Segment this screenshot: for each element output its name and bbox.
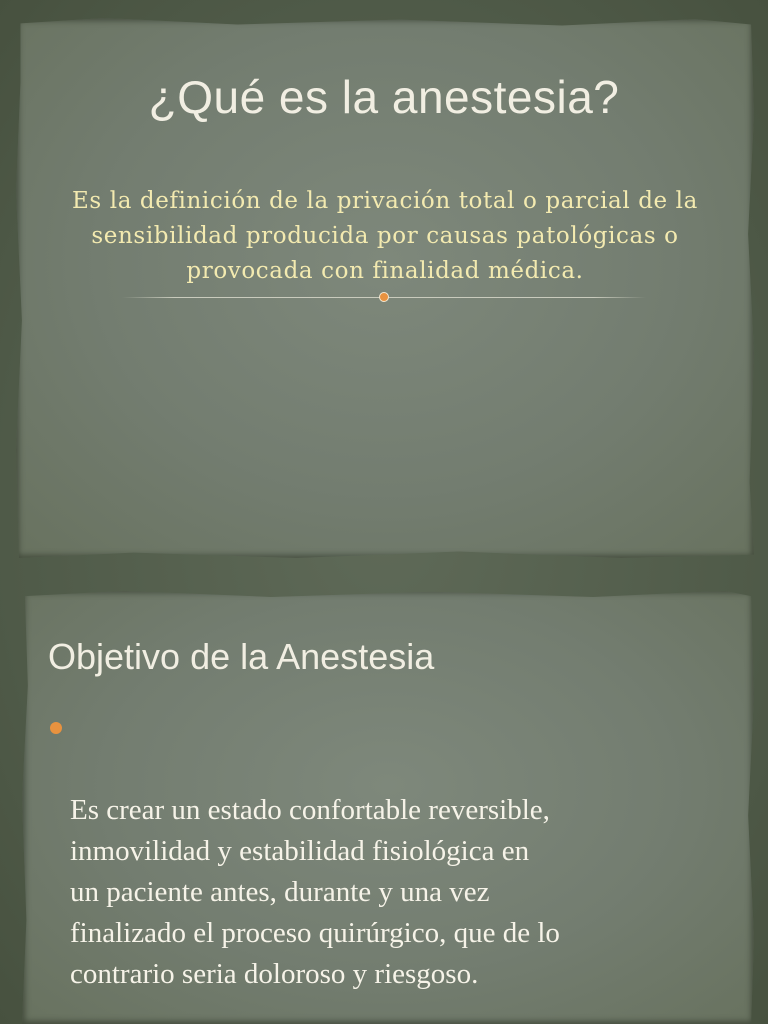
bullet-text: Es crear un estado confortable reversible, inmovilidad y estabilidad fisiológica en un paciente antes, durante y una vez finalizado el proceso quirúrgico, que de lo contrario seria doloroso y riesgoso. xyxy=(70,794,560,990)
slide-2-heading: Objetivo de la Anestesia xyxy=(48,636,435,677)
bullet-item xyxy=(48,708,728,995)
divider-ornament-dot xyxy=(379,292,389,302)
bullet-dot-icon xyxy=(50,722,62,734)
slide-1-subtitle: Es la definición de la privación total o parcial de la sensibilidad producida por causas patológicas o provocada con finalidad médica. xyxy=(72,188,698,284)
slide-1-title: ¿Qué es la anestesia? xyxy=(148,71,620,123)
bullet-list xyxy=(48,708,728,995)
